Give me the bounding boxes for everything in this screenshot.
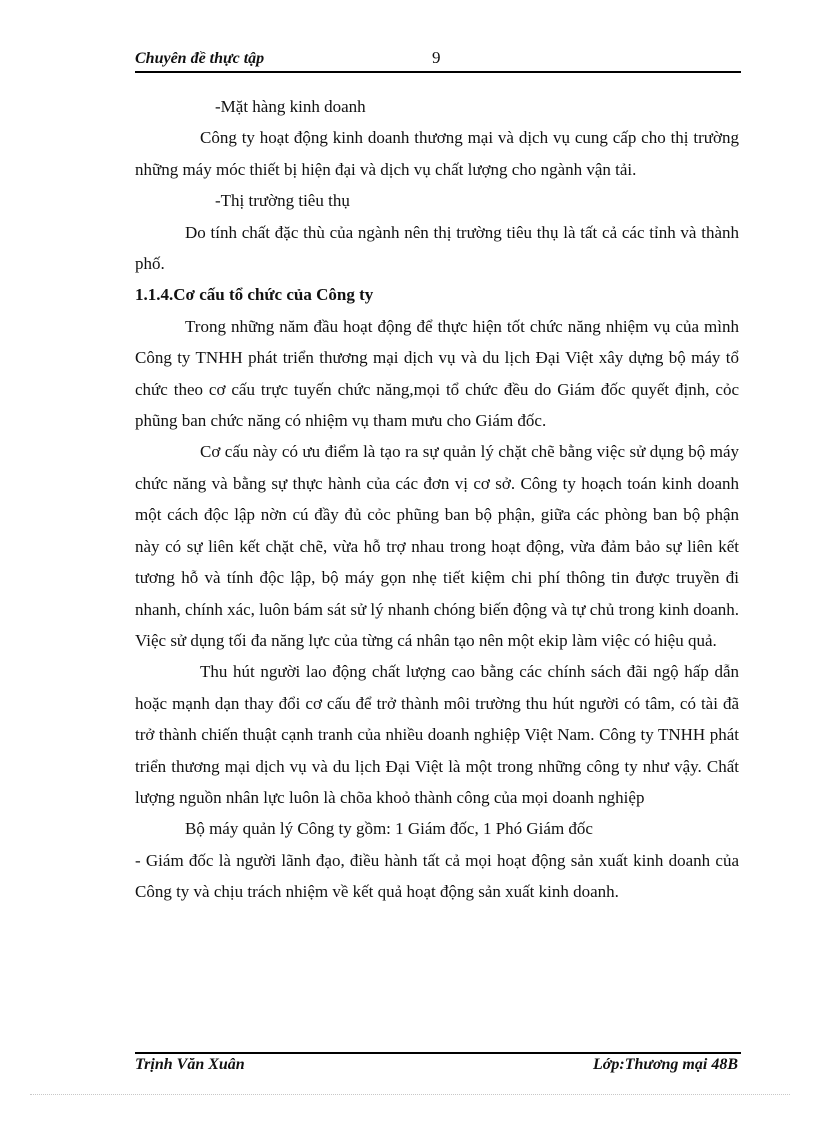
page-number: 9 — [432, 48, 441, 67]
document-body — [135, 91, 739, 908]
footer-author: Trịnh Văn Xuân — [135, 1056, 245, 1073]
paragraph-market: Do tính chất đặc thù của ngành nên thị trường tiêu thụ là tất cả các tỉnh và thành phố. — [135, 222, 739, 274]
page-edge-divider — [30, 1094, 790, 1095]
paragraph-subheading-market: -Thị trường tiêu thụ — [215, 191, 350, 211]
paragraph-recruitment: Thu hút người lao động chất lượng cao bằng các chính sách đãi ngộ hấp dẫn hoặc mạnh dạn thay đổi cơ cấu để trở thành môi trường thu hút người có tâm, có tài đã trở thành chiến thuật cạnh tranh của nhiều doanh nghiệp Việt Nam. Công ty TNHH phát triển thương mại dịch vụ và du lịch Đại Việt là một trong những công ty như vậy. Chất lượng nguồn nhân lực luôn là chõa khoỏ thành công của mọi doanh nghiệp — [135, 662, 739, 807]
footer-rule — [135, 1052, 741, 1054]
paragraph-subheading-products: -Mặt hàng kinh doanh — [215, 97, 366, 116]
header-rule — [135, 71, 741, 73]
header-title: Chuyên đề thực tập — [135, 50, 265, 67]
paragraph-products: Công ty hoạt động kinh doanh thương mại và dịch vụ cung cấp cho thị trường những máy móc thiết bị hiện đại và dịch vụ chất lượng cho ngành vận tải. — [135, 128, 739, 179]
paragraph-management: Bộ máy quản lý Công ty gồm: 1 Giám đốc, 1 Phó Giám đốc — [185, 819, 593, 839]
footer-class: Lớp:Thương mại 48B — [593, 1056, 738, 1073]
section-heading: 1.1.4.Cơ cấu tổ chức của Công ty — [135, 285, 374, 305]
page-header — [135, 48, 741, 70]
page-footer — [135, 1056, 741, 1078]
paragraph-director: - Giám đốc là người lãnh đạo, điều hành tất cả mọi hoạt động sản xuất kinh doanh của Công ty và chịu trách nhiệm về kết quả hoạt động sản xuất kinh doanh. — [135, 850, 739, 902]
paragraph-advantages: Cơ cấu này có ưu điểm là tạo ra sự quản lý chặt chẽ bằng việc sử dụng bộ máy chức năng và bằng sự thực hành của các đơn vị cơ sở. Công ty hoạch toán kinh doanh một cách độc lập nờn cú đầy đủ cỏc phũng ban bộ phận, giữa các phòng ban bộ phận này có sự liên kết chặt chẽ, vừa hỗ trợ nhau trong hoạt động, vừa đảm bảo sự liên kết tương hỗ và tính độc lập, bộ máy gọn nhẹ tiết kiệm chi phí thông tin được truyền đi nhanh, chính xác, luôn bám sát sử lý nhanh chóng biến động và tự chủ trong kinh doanh. Việc sử dụng tối đa năng lực của từng cá nhân tạo nên một ekip làm việc có hiệu quả. — [135, 442, 739, 650]
paragraph-organization: Trong những năm đầu hoạt động để thực hiện tốt chức năng nhiệm vụ của mình Công ty TNHH phát triển thương mại dịch vụ và du lịch Đại Việt xây dựng bộ máy tổ chức theo cơ cấu trực tuyến chức năng,mọi tổ chức đều do Giám đốc quyết định, cỏc phũng ban chức năng có nhiệm vụ tham mưu cho Giám đốc. — [135, 316, 739, 431]
